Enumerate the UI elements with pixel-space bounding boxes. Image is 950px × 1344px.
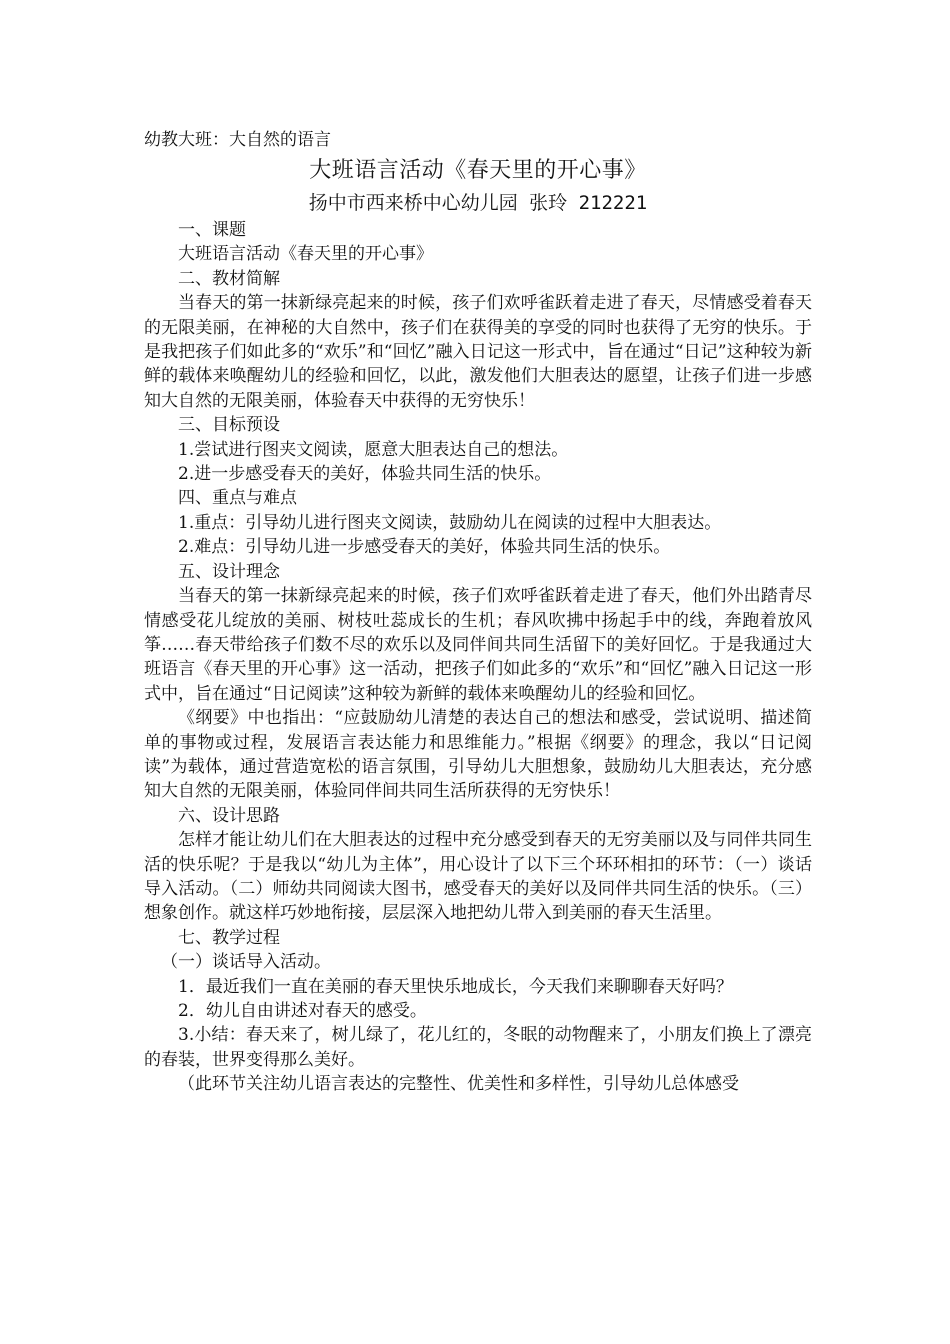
paragraph: 1.尝试进行图夹文阅读，愿意大胆表达自己的想法。 — [178, 439, 569, 460]
paragraph: 3.小结：春天来了，树儿绿了，花儿红的，冬眠的动物醒来了，小朋友们换上了漂亮的春装，世界变得那么美好。 — [144, 1025, 812, 1070]
section-heading: 五、设计理念 — [178, 561, 280, 582]
paragraph: 大班语言活动《春天里的开心事》 — [178, 244, 433, 265]
section-heading: 三、目标预设 — [178, 415, 280, 436]
paragraph: （一）谈话导入活动。 — [161, 952, 331, 973]
paragraph: 2．幼儿自由讲述对春天的感受。 — [178, 1001, 427, 1021]
paragraph: （此环节关注幼儿语言表达的完整性、优美性和多样性，引导幼儿总体感受 — [178, 1074, 739, 1095]
section-heading: 二、教材简解 — [178, 268, 280, 289]
paragraph: 1.重点：引导幼儿进行图夹文阅读，鼓励幼儿在阅读的过程中大胆表达。 — [178, 512, 722, 533]
document-title: 大班语言活动《春天里的开心事》 — [309, 158, 647, 183]
paragraph: 怎样才能让幼儿们在大胆表达的过程中充分感受到春天的无穷美丽以及与同伴共同生活的快乐呢？于是我以“幼儿为主体”，用心设计了以下三个环环相扣的环节：（一）谈话导入活动。（二）师幼共同阅读大图书，感受春天的美好以及同伴共同生活的快乐。（三）想象创作。就这样巧妙地衔接，层层深入地把幼儿带入到美丽的春天生活里。 — [144, 830, 812, 924]
paragraph-list — [144, 218, 812, 1097]
document-body — [144, 128, 812, 1097]
paragraph: 1．最近我们一直在美丽的春天里快乐地成长，今天我们来聊聊春天好吗？ — [178, 976, 733, 997]
paragraph: 2.难点：引导幼儿进一步感受春天的美好，体验共同生活的快乐。 — [178, 537, 671, 558]
paragraph: 2.进一步感受春天的美好，体验共同生活的快乐。 — [178, 464, 552, 485]
document-author: 扬中市西来桥中心幼儿园 张玲 212221 — [308, 192, 648, 214]
paragraph: 当春天的第一抹新绿亮起来的时候，孩子们欢呼雀跃着走进了春天，尽情感受着春天的无限美丽，在神秘的大自然中，孩子们在获得美的享受的同时也获得了无穷的快乐。于是我把孩子们如此多的“欢乐”和“回忆”融入日记这一形式中，旨在通过“日记”这种较为新鲜的载体来唤醒幼儿的经验和回忆，以此，激发他们大胆表达的愿望，让孩子们进一步感知大自然的无限美丽，体验春天中获得的无穷快乐！ — [144, 293, 812, 411]
paragraph: 当春天的第一抹新绿亮起来的时候，孩子们欢呼雀跃着走进了春天，他们外出踏青尽情感受花儿绽放的美丽、树枝吐蕊成长的生机；春风吹拂中扬起手中的线，奔跑着放风筝……春天带给孩子们数不尽的欢乐以及同伴间共同生活留下的美好回忆。于是我通过大班语言《春天里的开心事》这一活动，把孩子们如此多的“欢乐”和“回忆”融入日记这一形式中，旨在通过“日记阅读”这种较为新鲜的载体来唤醒幼儿的经验和回忆。 — [144, 586, 812, 704]
section-heading: 四、重点与难点 — [178, 488, 297, 509]
paragraph: 《纲要》中也指出：“应鼓励幼儿清楚的表达自己的想法和感受，尝试说明、描述简单的事物或过程，发展语言表达能力和思维能力。”根据《纲要》的理念，我以“日记阅读”为载体，通过营造宽松的语言氛围，引导幼儿大胆想象，鼓励幼儿大胆表达，充分感知大自然的无限美丽，体验同伴间共同生活所获得的无穷快乐！ — [144, 708, 812, 802]
document-category: 幼教大班：大自然的语言 — [144, 130, 331, 150]
section-heading: 六、设计思路 — [178, 805, 280, 826]
section-heading: 七、教学过程 — [178, 927, 280, 948]
section-heading: 一、课题 — [178, 220, 246, 240]
